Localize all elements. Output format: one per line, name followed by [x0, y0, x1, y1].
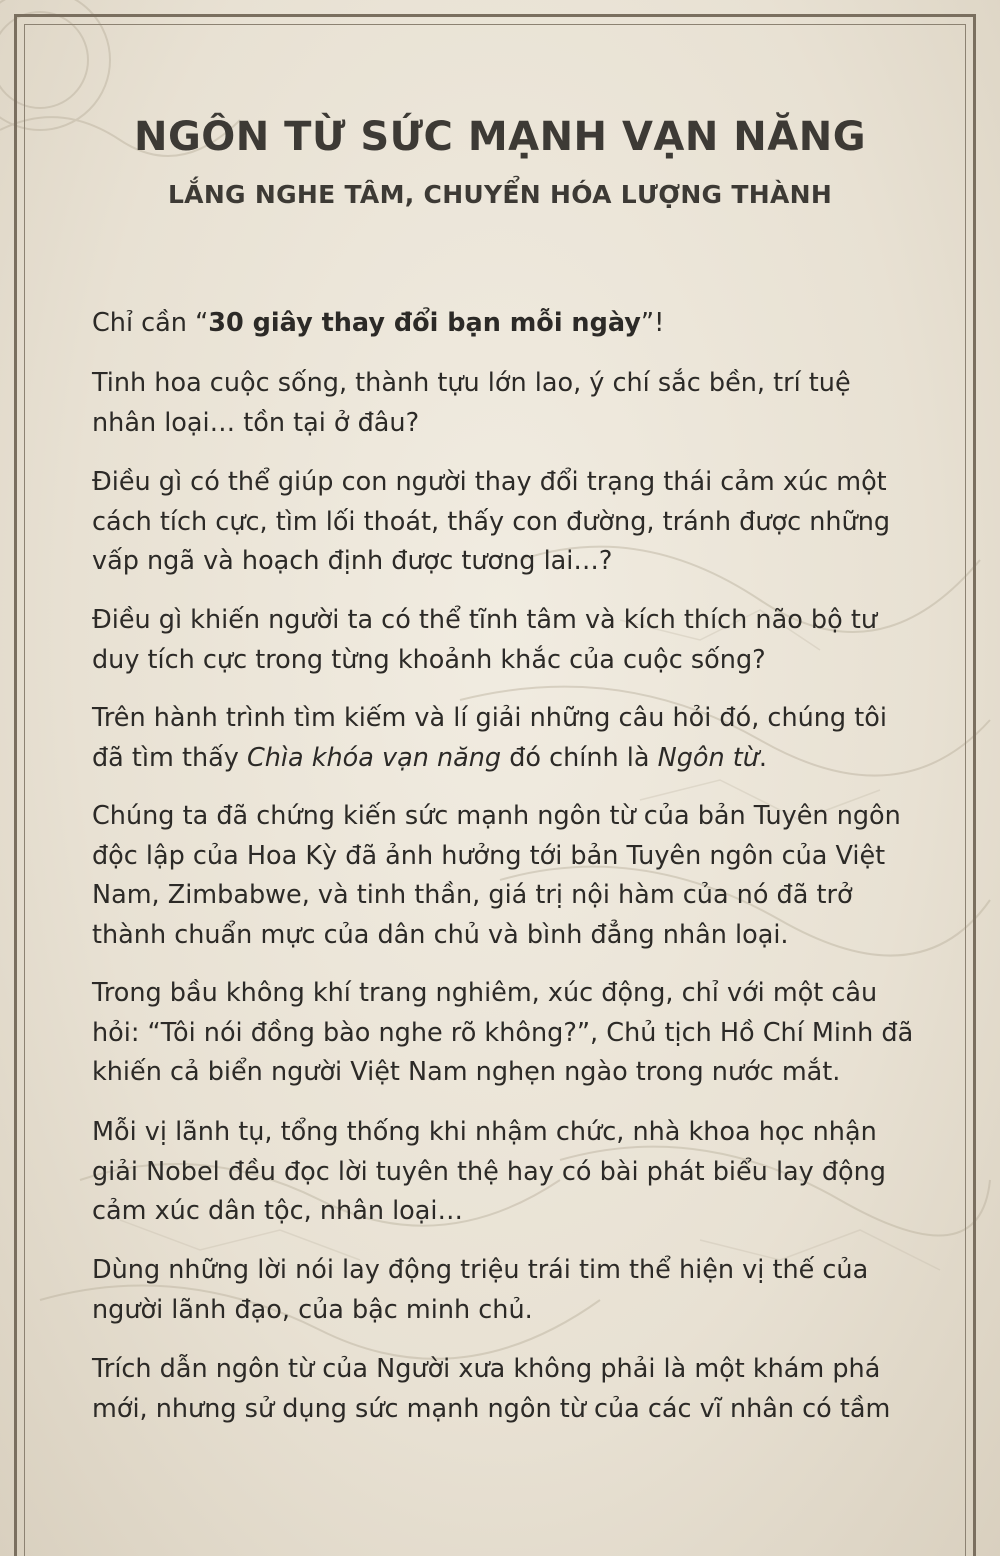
- paragraph-5: [92, 699, 922, 778]
- paragraph-9: Dùng những lời nói lay động triệu trái tim thể hiện vị thế của người lãnh đạo, của bậc minh chủ.: [92, 1255, 869, 1325]
- paragraph-8: Mỗi vị lãnh tụ, tổng thống khi nhậm chức, nhà khoa học nhận giải Nobel đều đọc lời tuyên thệ hay có bài phát biểu lay động cảm xúc dân tộc, nhân loại…: [92, 1117, 886, 1226]
- page-title: NGÔN TỪ SỨC MẠNH VẠN NĂNG: [133, 114, 867, 160]
- page-subtitle: LẮNG NGHE TÂM, CHUYỂN HÓA LƯỢNG THÀNH: [167, 180, 833, 209]
- paragraph-6: Chúng ta đã chứng kiến sức mạnh ngôn từ của bản Tuyên ngôn độc lập của Hoa Kỳ đã ảnh hưởng tới bản Tuyên ngôn của Việt Nam, Zimbabwe, và tinh thần, giá trị nội hàm của nó đã trở thành chuẩn mực của dân chủ và bình đẳng nhân loại.: [92, 801, 901, 950]
- paragraph-5-italic-2: Ngôn từ: [657, 742, 759, 773]
- paragraph-1-post: ”!: [640, 308, 665, 338]
- paragraph-4: Điều gì khiến người ta có thể tĩnh tâm và kích thích não bộ tư duy tích cực trong từng khoảnh khắc của cuộc sống?: [92, 605, 877, 675]
- paragraph-2: Tinh hoa cuộc sống, thành tựu lớn lao, ý chí sắc bền, trí tuệ nhân loại… tồn tại ở đâu?: [92, 368, 851, 438]
- paragraph-1-bold: 30 giây thay đổi bạn mỗi ngày: [208, 308, 641, 338]
- paragraph-1: [92, 304, 922, 344]
- paragraph-5-post: .: [758, 742, 768, 773]
- paragraph-3: Điều gì có thể giúp con người thay đổi trạng thái cảm xúc một cách tích cực, tìm lối thoát, thấy con đường, tránh được những vấp ngã và hoạch định được tương lai…?: [92, 467, 891, 576]
- paragraph-5-pre: Trên hành trình tìm kiếm và lí giải những câu hỏi đó, chúng tôi đã tìm thấy: [92, 703, 887, 773]
- paragraph-5-mid: đó chính là: [501, 742, 658, 773]
- paragraph-10: Trích dẫn ngôn từ của Người xưa không phải là một khám phá mới, nhưng sử dụng sức mạnh ngôn từ của các vĩ nhân có tầm: [92, 1354, 891, 1424]
- paragraph-1-pre: Chỉ cần “: [92, 308, 209, 338]
- paragraph-5-italic-1: Chìa khóa vạn năng: [246, 742, 502, 773]
- paragraph-7: Trong bầu không khí trang nghiêm, xúc động, chỉ với một câu hỏi: “Tôi nói đồng bào nghe rõ không?”, Chủ tịch Hồ Chí Minh đã khiến cả biển người Việt Nam nghẹn ngào trong nước mắt.: [92, 978, 914, 1087]
